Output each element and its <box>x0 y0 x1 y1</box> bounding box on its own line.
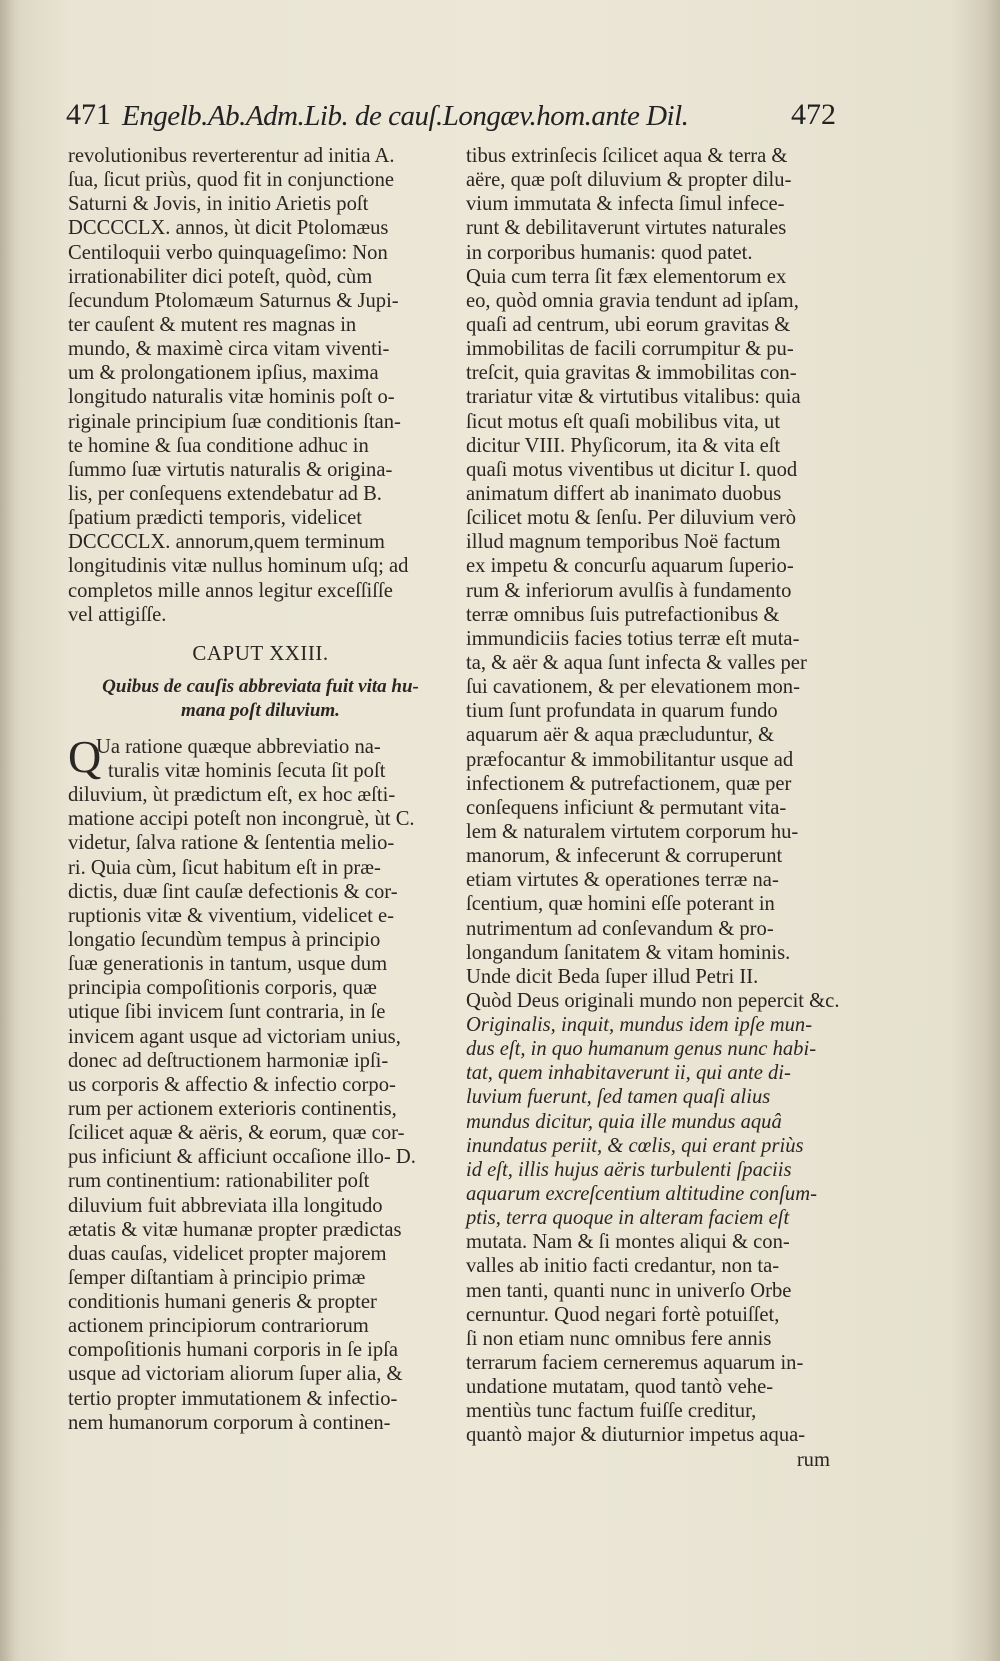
text-line: compoſitionis humani corporis in ſe ipſa <box>68 1339 399 1362</box>
text-line: quaſi motus viventibus ut dicitur I. quod <box>466 458 798 481</box>
text-line: longandum ſanitatem & vitam hominis. <box>466 941 791 964</box>
text-line: animatum differt ab inanimato duobus <box>466 482 782 505</box>
text-line: diluvium fuit abbreviata illa longitudo <box>68 1194 383 1217</box>
text-line: longitudo naturalis vitæ hominis poſt o- <box>68 386 395 409</box>
left-paragraph-1 <box>68 144 453 627</box>
running-title: Engelb.Ab.Adm.Lib. de cauſ.Longæv.hom.ante Dil. <box>122 100 689 132</box>
text-line: quantò major & diuturnior impetus aqua- <box>466 1424 806 1447</box>
text-line: quaſi ad centrum, ubi eorum gravitas & <box>466 313 791 336</box>
chapter-subtitle-line-1: Quibus de cauſis abbreviata fuit vita hu- <box>102 675 419 697</box>
text-line: ſummo ſuæ virtutis naturalis & origina- <box>68 458 393 481</box>
text-line: te homine & ſua conditione adhuc in <box>68 434 369 457</box>
text-line: ta, & aër & aqua ſunt infecta & valles per <box>466 651 807 674</box>
text-line: ruptionis vitæ & viventium, videlicet e- <box>68 904 395 927</box>
text-line: rum & inferiorum avulſis à fundamento <box>466 579 792 602</box>
text-line: id eſt, illis hujus aëris turbulenti ſpaciis <box>466 1158 792 1181</box>
chapter-heading: CAPUT XXIII. <box>192 640 329 665</box>
text-line: ſi non etiam nunc omnibus fere annis <box>466 1327 772 1350</box>
page-number-right: 472 <box>791 98 836 131</box>
text-line: ſcentium, quæ homini eſſe poterant in <box>466 893 775 916</box>
text-line: ætatis & vitæ humanæ propter prædictas <box>68 1218 402 1241</box>
text-line: tibus extrinſecis ſcilicet aqua & terra & <box>466 145 788 167</box>
text-line: donec ad deſtructionem harmoniæ ipſi- <box>68 1049 389 1072</box>
text-line: matione accipi poteſt non incongruè, ùt C. <box>68 808 415 831</box>
text-line: terrarum faciem cerneremus aquarum in- <box>466 1352 804 1375</box>
text-line: conditionis humani generis & propter <box>68 1291 377 1314</box>
text-line: actionem principiorum contrariorum <box>68 1315 369 1338</box>
text-line: Quia cum terra ſit fæx elementorum ex <box>466 265 787 288</box>
text-line: dicitur VIII. Phyſicorum, ita & vita eſt <box>466 434 781 457</box>
text-line: Originalis, inquit, mundus idem ipſe mun- <box>466 1014 813 1037</box>
text-line: mentiùs tunc factum fuiſſe creditur, <box>466 1400 757 1423</box>
left-column <box>68 144 453 1435</box>
text-line: ſcilicet motu & ſenſu. Per diluvium verò <box>466 507 797 530</box>
page-gutter-edge <box>0 0 14 1661</box>
text-line: us corporis & affectio & infectio corpo- <box>68 1073 396 1096</box>
text-line: infectionem & putrefactionem, quæ per <box>466 772 792 795</box>
text-line: ptis, terra quoque in alteram faciem eſt <box>466 1207 790 1230</box>
text-line: nutrimentum ad conſevandum & pro- <box>466 917 774 940</box>
text-line: lis, per conſequens extendebatur ad B. <box>68 482 382 505</box>
text-line: ſua, ſicut priùs, quod fit in conjunctione <box>68 169 395 192</box>
text-line: tat, quem inhabitaverunt ii, qui ante di- <box>466 1062 791 1085</box>
text-line: in corporibus humanis: quod patet. <box>466 241 753 264</box>
text-line: immundiciis facies totius terræ eſt muta- <box>466 627 800 650</box>
text-line: aquarum excreſcentium altitudine conſum- <box>466 1183 817 1206</box>
text-line: dictis, duæ ſint cauſæ defectionis & cor- <box>68 880 398 903</box>
text-line: longitudinis vitæ nullus hominum uſq; ad <box>68 555 409 578</box>
text-line: mutata. Nam & ſi montes aliqui & con- <box>466 1231 790 1254</box>
text-line: luvium fuerunt, ſed tamen quaſi alius <box>466 1086 771 1109</box>
text-line: pus inficiunt & afficiunt occaſione illo- D. <box>68 1146 416 1169</box>
running-header <box>66 98 836 138</box>
text-line: ſecundum Ptolomæum Saturnus & Jupi- <box>68 289 399 312</box>
text-line: valles ab initio facti credantur, non ta- <box>466 1255 780 1278</box>
text-line: eo, quòd omnia gravia tendunt ad ipſam, <box>466 289 799 312</box>
text-line: tium ſunt profundata in quarum fundo <box>466 700 778 723</box>
text-line: trariatur vitæ & virtutibus vitalibus: quia <box>466 386 801 409</box>
text-line: manorum, & infecerunt & corruperunt <box>466 845 783 868</box>
text-line: usque ad victoriam aliorum ſuper alia, & <box>68 1363 403 1386</box>
text-line: utique ſibi invicem ſunt contraria, in ſe <box>68 1001 386 1024</box>
text-line: ſpatium prædicti temporis, videlicet <box>68 507 362 530</box>
text-line: completos mille annos legitur exceſſiſſe <box>68 579 393 602</box>
text-line: inundatus periit, & cœlis, qui erant priùs <box>466 1134 804 1157</box>
right-text <box>466 144 840 1448</box>
text-line: runt & debilitaverunt virtutes naturales <box>466 217 787 240</box>
text-line: turalis vitæ hominis ſecuta ſit poſt <box>108 759 386 782</box>
text-line: aquarum aër & aqua præcluduntur, & <box>466 724 774 747</box>
right-column <box>466 144 840 1472</box>
text-line: um & prolongationem ipſius, maxima <box>68 362 379 385</box>
text-line: ſui cavationem, & per elevationem mon- <box>466 676 800 699</box>
text-line: mundus dicitur, quia ille mundus aquâ <box>466 1110 782 1133</box>
text-line: irrationabiliter dici poteſt, quòd, cùm <box>68 265 373 288</box>
text-line: ex impetu & concurſu aquarum ſuperio- <box>466 555 794 578</box>
text-line: cernuntur. Quod negari fortè potuiſſet, <box>466 1303 780 1326</box>
text-line: aëre, quæ poſt diluvium & propter dilu- <box>466 169 792 192</box>
text-line: Saturni & Jovis, in initio Arietis poſt <box>68 193 369 216</box>
text-line: vel attigiſſe. <box>68 603 167 626</box>
text-line: etiam virtutes & operationes terræ na- <box>466 869 779 892</box>
left-paragraph-2 <box>68 783 453 1435</box>
drop-cap-block <box>68 730 453 783</box>
chapter-subtitle-line-2: mana poſt diluvium. <box>181 699 340 721</box>
text-line: invicem agant usque ad victoriam unius, <box>68 1025 401 1048</box>
text-line: immobilitas de facili corrumpitur & pu- <box>466 338 794 361</box>
drop-initial: Q <box>68 730 102 782</box>
text-line: conſequens inficiunt & permutant vita- <box>466 796 787 819</box>
text-line: men tanti, quanti nunc in univerſo Orbe <box>466 1279 792 1302</box>
text-line: præfocantur & immobilitantur usque ad <box>466 748 794 771</box>
text-line: diluvium, ùt prædictum eſt, ex hoc æſti- <box>68 784 396 807</box>
text-line: longatio ſecundùm tempus à principio <box>68 928 381 951</box>
text-line: Ua ratione quæque abbreviatio na- <box>96 735 381 758</box>
page-number-left: 471 <box>66 98 111 131</box>
text-line: riginale principium ſuæ conditionis ſtan- <box>68 410 401 433</box>
text-line: ſuæ generationis in tantum, usque dum <box>68 953 388 976</box>
text-line: revolutionibus reverterentur ad initia A. <box>68 145 395 167</box>
text-line: terræ omnibus ſuis putrefactionibus & <box>466 603 780 626</box>
text-line: illud magnum temporibus Noë factum <box>466 531 781 554</box>
text-line: rum per actionem exterioris continentis, <box>68 1097 397 1120</box>
text-line: videtur, ſalva ratione & ſententia melio- <box>68 832 395 855</box>
text-line: ri. Quia cùm, ſicut habitum eſt in præ- <box>68 856 381 879</box>
text-line: DCCCCLX. annorum,quem terminum <box>68 531 385 554</box>
text-line: undatione mutatam, quod tantò vehe- <box>466 1376 774 1399</box>
text-line: rum continentium: rationabiliter poſt <box>68 1170 370 1193</box>
text-line: tertio propter immutationem & infectio- <box>68 1387 398 1410</box>
text-line: Quòd Deus originali mundo non pepercit &c. <box>466 989 840 1012</box>
text-line: principia compoſitionis corporis, quæ <box>68 977 377 1000</box>
text-line: ſicut motus eſt quaſi mobilibus vita, ut <box>466 410 781 433</box>
text-line: DCCCCLX. annos, ùt dicit Ptolomæus <box>68 217 389 240</box>
text-line: Unde dicit Beda ſuper illud Petri II. <box>466 965 759 988</box>
text-line: duas cauſas, videlicet propter majorem <box>68 1242 387 1265</box>
text-line: ter cauſent & mutent res magnas in <box>68 313 357 336</box>
text-line: mundo, & maximè circa vitam viventi- <box>68 338 390 361</box>
text-line: dus eſt, in quo humanum genus nunc habi- <box>466 1038 817 1061</box>
text-line: ſcilicet aquæ & aëris, & eorum, quæ cor- <box>68 1122 405 1145</box>
text-line: Centiloquii verbo quinquageſimo: Non <box>68 241 388 264</box>
text-line: ſemper diſtantiam à principio primæ <box>68 1266 366 1289</box>
catchword: rum <box>796 1448 830 1471</box>
text-line: treſcit, quia gravitas & immobilitas con- <box>466 362 797 385</box>
text-line: nem humanorum corporum à continen- <box>68 1411 391 1434</box>
text-line: vium immutata & infecta ſimul infece- <box>466 193 785 216</box>
text-line: lem & naturalem virtutem corporum hu- <box>466 820 799 843</box>
